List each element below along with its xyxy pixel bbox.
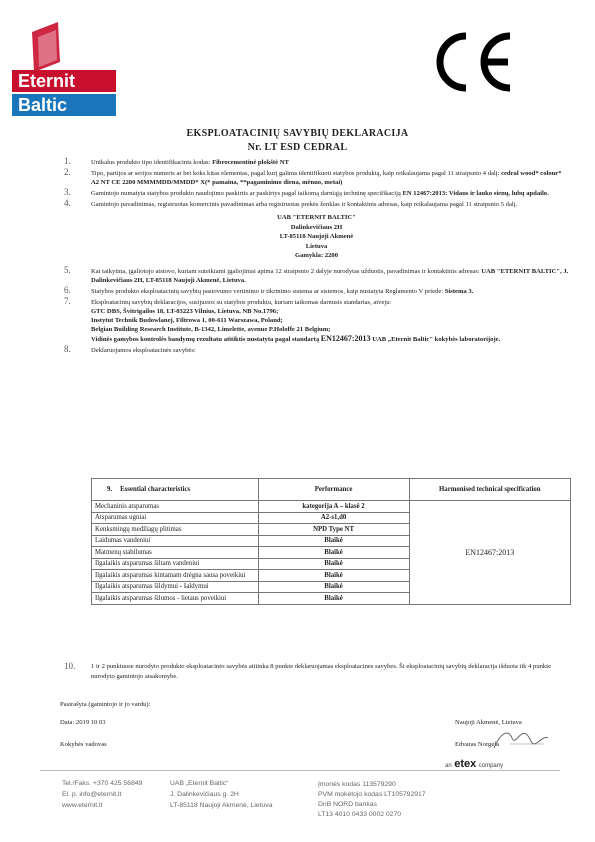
header-spec: Harmonised technical specification	[409, 479, 570, 501]
table-row: Kenksmingų medžiagų plitimas NPD Type NT	[92, 524, 571, 536]
document-number: Nr. LT ESD CEDRAL	[247, 142, 348, 153]
footer-divider	[40, 770, 560, 771]
item-10: 10. 1 ir 2 punktuose nurodyto produkto eksploatacinės savybės atitinka 8 punkte deklaruojamas eksploatacines savybes. Ši eksploatacinių savybių deklaracija išduota tik 4 punkte nurodyto gamintojo atsakomybe.	[64, 661, 551, 680]
etex-company-logo: an etex company	[445, 758, 504, 770]
signatory-name: Edvaras Norgela	[455, 741, 500, 748]
logo-mark	[32, 22, 60, 72]
item-4: 4. Gamintojo pavadinimas, registruotas komercinis pavadinimas arba registruotas prekės ženklas ir kontaktinis adresas, kaip reikalaujama pagal 11 straipsnio 5 dalį.	[64, 198, 518, 208]
item-5: 5. Kai taikytina, įgaliotojo atstovo, kuriam suteikiami įgaliojimai apima 12 straipsnio 2 dalyje nurodytas užduotis, pavadinimas ir kontaktinis adresas: UAB "ETERNIT BALTIC", J. Dalinkevičiaus 2H, LT-85118 Naujoji Akmenė, Lietuva.	[64, 264, 569, 284]
issue-date: Data: 2019 10 03	[60, 719, 106, 726]
manufacturer-address: UAB "ETERNIT BALTIC" Dalinkevičiaus 2H LT-85118 Naujoji Akmenė Lietuva Gamykla: 2200	[277, 214, 356, 259]
table-row: Matmenų stabilumas Blaikė	[92, 547, 571, 559]
item-7: 7. Eksploatacinių savybių deklaracijos, susijusios su statybos produktu, kuriam taikomas darnusis standartas, atveju: GTC DBS, Švitrigailos 18, LT-03223 Vilnius, Lietuva, NB No.1796; Instytut Technik Budowlanej, Filtrowa 1, 00-611 Warszawa, Poland; Belgian Building Research Institute, B-1342, Limelette, avenue P.Holoffe 21 Belgium; Vidinės gamybos kontrolės bandymų rezultatu atitiktis nustatyta pagal standartą EN12467:2013 UAB „Eternit Baltic" kokybės laboratorijoje.	[64, 295, 501, 343]
header-characteristics: 9. Essential characteristics	[92, 479, 259, 501]
characteristics-table	[91, 478, 571, 605]
item-6: 6. Statybos produkto eksploatacinių savybių pastovumo vertinimo ir tikrinimo sistema ar sistemos, kaip nustatyta Reglamento V priede: Sistema 3.	[64, 284, 474, 295]
table-row: Ilgalaikis atsparumas šilumos - lietaus poveikiui Blaikė	[92, 593, 571, 605]
signatory-role: Kokybės vadovas	[60, 741, 107, 748]
declaration-items	[64, 158, 569, 357]
item-1: 1. Unikalus produkto tipo identifikacinis kodas: Fibrocementinė plokštė NT	[64, 156, 289, 166]
footer-company-codes: Įmonės kodas 113579290 PVM mokėtojo kodas LT105792917 DnB NORD bankas LT13 4010 0433 0002 0270	[318, 781, 426, 818]
header-performance: Performance	[258, 479, 409, 501]
footer-address: UAB „Eternit Baltic“ J. Dalinkevičiaus g. 2H LT-85118 Naujoji Akmenė, Lietuva	[170, 780, 273, 809]
table-row: Atsparumas ugniai A2-s1,d0	[92, 512, 571, 524]
table-row: Ilgalaikis atsparumas kintamam drėgna sausa poveikiui Blaikė	[92, 570, 571, 582]
signed-on-behalf: Pasirašyta (gamintojo ir jo vardu):	[60, 701, 151, 708]
table-row: Laidumas vandeniui Blaikė	[92, 535, 571, 547]
item-3: 3. Gamintojo numatyta statybos produkto naudojimo paskirtis ar paskirtys pagal taikomą darniąją techninę specifikaciją EN 12467:2013: Vidaus ir lauko sienų, lubų apdailo.	[64, 187, 549, 197]
eternit-baltic-logo	[8, 22, 128, 122]
item-2: 2. Tipo, partijos ar serijos numeris ar bet koks kitas elementas, pagal kurį galima identifikuoti statybos produktą, kaip reikalaujama pagal 11 straipsnio 4 dalį: cedral wood* colour* A2 NT CE 2200 MMMMDD/MMDD* X(* pamaina, **pagaminimo diena, mėnuo, metai)	[64, 167, 562, 186]
logo-eternit-text: Eternit	[18, 71, 76, 91]
table-row: Ilgalaikis atsparumas šiltam vandeniui Blaikė	[92, 558, 571, 570]
signature-image	[490, 724, 550, 754]
table-row: Ilgalaikis atsparumas šildymui - šaldymui Blaikė	[92, 581, 571, 593]
item-8: 8. Deklaruojamos eksploatacinės savybės:	[64, 343, 196, 354]
logo-baltic-text: Baltic	[18, 95, 68, 115]
issue-place: Naujoji Akmenė, Lietuva	[455, 719, 522, 726]
document-title: EKSPLOATACINIŲ SAVYBIŲ DEKLARACIJA	[186, 128, 409, 139]
footer-contacts: Tel./Faks. +370 425 56849 El. p. info@eternit.lt www.eternit.lt	[62, 780, 143, 809]
table-row: Mechaninis atsparumas kategorija A – klasė 2 EN12467:2013	[92, 501, 571, 513]
ce-mark-logo	[430, 30, 520, 94]
harmonised-spec-cell: EN12467:2013	[409, 501, 570, 605]
